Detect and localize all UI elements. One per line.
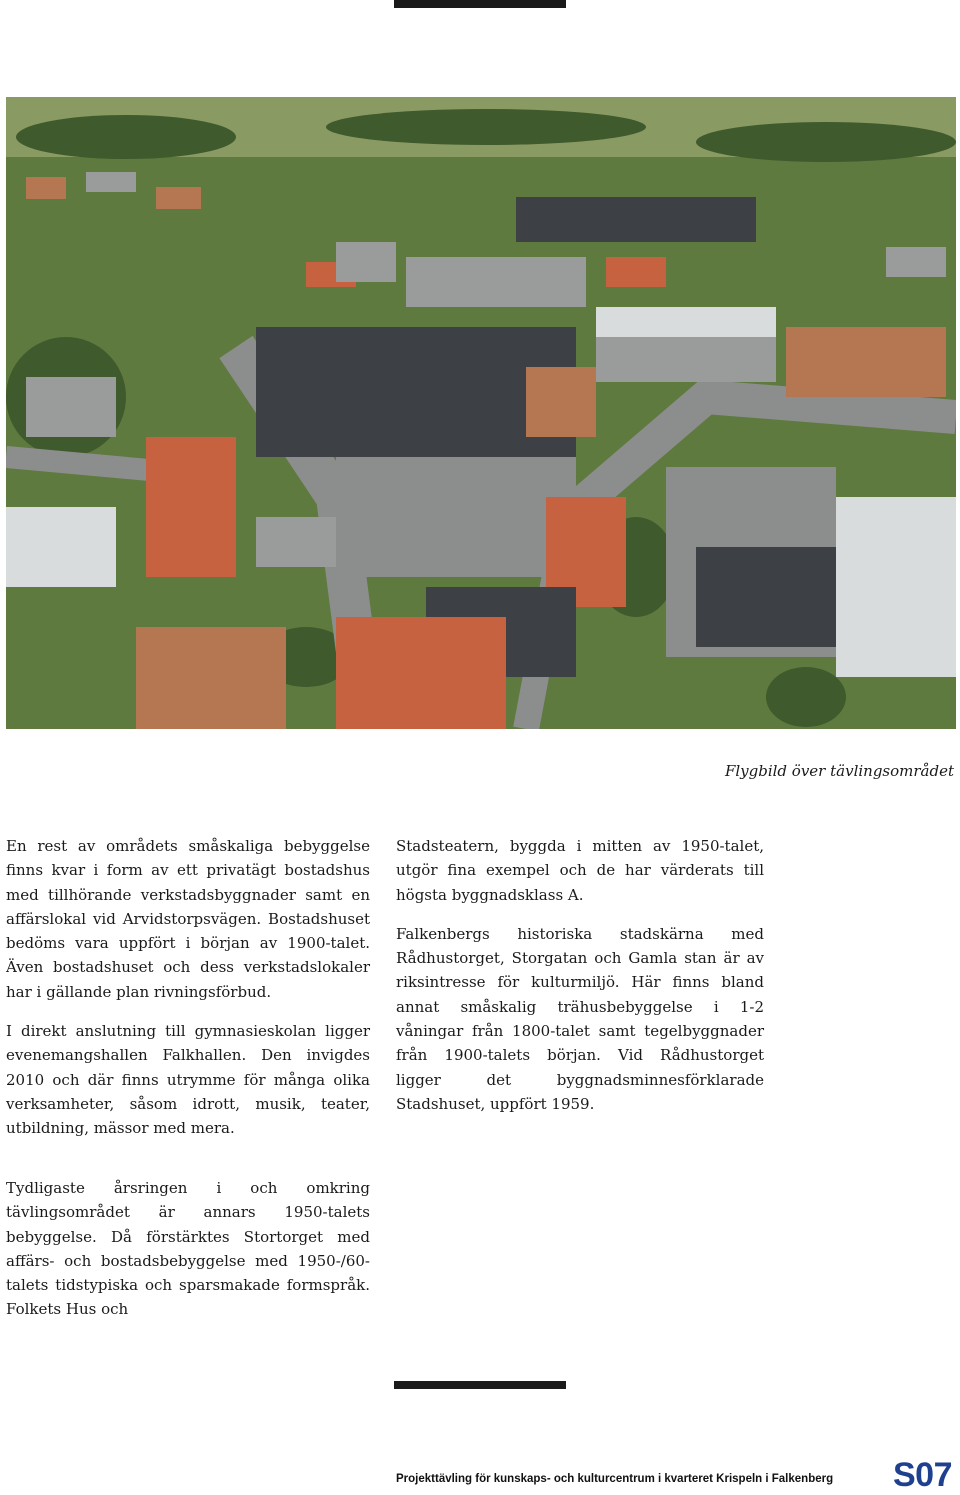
building-roof bbox=[26, 377, 116, 437]
building-roof bbox=[136, 627, 286, 729]
paragraph: Stadsteatern, byggda i mitten av 1950-talet, utgör fina exempel och de har värderats till högsta byggnadsklass A. bbox=[396, 837, 764, 904]
building-roof bbox=[526, 367, 596, 437]
building-roof bbox=[836, 497, 956, 677]
house-roof bbox=[786, 327, 946, 397]
tree-cluster bbox=[16, 115, 236, 159]
left-column bbox=[6, 834, 370, 1156]
building-roof bbox=[406, 257, 586, 307]
house-roof bbox=[606, 257, 666, 287]
parking-lot bbox=[336, 457, 576, 577]
house-roof bbox=[26, 177, 66, 199]
paragraph: Falkenbergs historiska stadskärna med Rådhustorget, Storgatan och Gamla stan är av riksintresse för kulturmiljö. Här finns bland annat småskalig trähusbebyggelse i 1-2 våningar från 1800-talet samt tegelbyggnader från 1900-talets början. Vid Rådhustorget ligger det byggnadsminnesförklarade Stadshuset, uppfört 1959. bbox=[396, 924, 764, 1113]
page-number: S07 bbox=[893, 1456, 952, 1494]
paragraph: Tydligaste årsringen i och omkring tävlingsområdet är annars 1950-talets bebyggelse. Då förstärktes Stortorget med affärs- och bostadsbebyggelse med 1950-/60-talets tidstypiska och sparsmakade formspråk. Folkets Hus och bbox=[6, 1179, 370, 1319]
tree-cluster bbox=[696, 122, 956, 162]
aerial-photo bbox=[6, 97, 956, 729]
building-roof bbox=[256, 517, 336, 567]
left-column-continued bbox=[6, 1176, 370, 1337]
building-roof bbox=[336, 617, 506, 729]
footer-title: Projekttävling för kunskaps- och kulturcentrum i kvarteret Krispeln i Falkenberg bbox=[396, 1473, 834, 1485]
house-roof bbox=[156, 187, 201, 209]
tree-cluster bbox=[766, 667, 846, 727]
house-roof bbox=[86, 172, 136, 192]
building-roof bbox=[516, 197, 756, 242]
paragraph: En rest av områdets småskaliga bebyggelse finns kvar i form av ett privatägt bostadshus med tillhörande verkstadsbyggnader samt en affärslokal vid Arvidstorpsvägen. Bostadshuset bedöms vara uppfört i början av 1900-talet. Även bostadshuset och dess verkstadslokaler har i gällande plan rivningsförbud. bbox=[6, 837, 370, 1001]
paragraph: I direkt anslutning till gymnasieskolan ligger evenemangshallen Falkhallen. Den invigdes 2010 och där finns utrymme för många olika verksamheter, såsom idrott, musik, teater, utbildning, mässor med mera. bbox=[6, 1022, 370, 1138]
right-column bbox=[396, 834, 764, 1131]
tree-cluster bbox=[326, 109, 646, 145]
top-rule bbox=[394, 0, 566, 8]
building-roof bbox=[146, 437, 236, 577]
house-roof bbox=[336, 242, 396, 282]
building-roof bbox=[596, 307, 776, 337]
photo-caption: Flygbild över tävlingsområdet bbox=[724, 762, 954, 780]
house-roof bbox=[886, 247, 946, 277]
aerial-photo-illustration bbox=[6, 97, 956, 729]
bottom-rule bbox=[394, 1381, 566, 1389]
building-roof bbox=[6, 507, 116, 587]
building-roof bbox=[696, 547, 836, 647]
